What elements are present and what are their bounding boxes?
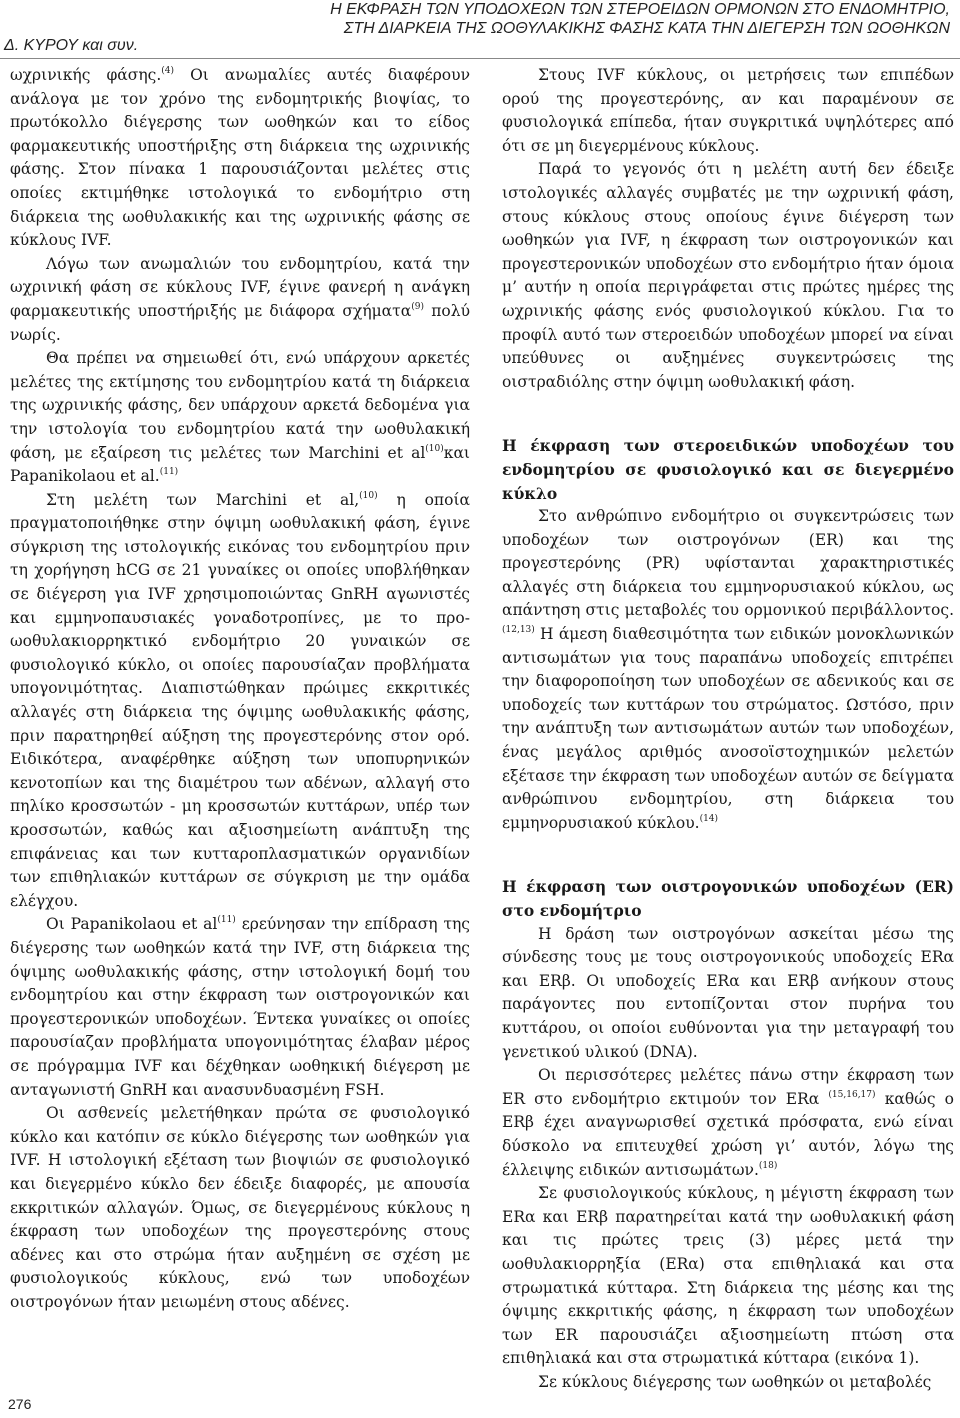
paragraph (502, 505, 954, 835)
text-span: ερεύνησαν την επίδραση της διέγερσης των ωοθηκών κατά την IVF, στη διάρκεια της όψιμης ωοθυλακικής φάσης, στην ιστολογική δομή του ενδομητρίου και στην έκφραση των οιστρογονικών και προγεστερονικών υποδοχέων. Έντεκα γυναίκες οι οποίες παρουσίαζαν προβλήματα υπογονιμότητας έλαβαν μέρος σε πρόγραμμα IVF και δέχθηκαν ωοθηκική διέγερση με ανταγωνιστή GnRH και ανασυνδυασμένη FSH. (10, 915, 470, 1099)
reference-number: (4) (161, 66, 174, 76)
reference-number: (11) (217, 915, 236, 926)
reference-number: (9) (411, 301, 424, 312)
text-span: Οι ανωμαλίες αυτές διαφέρουν ανάλογα με τον χρόνο της ενδομητρικής βιοψίας, το πρωτόκολλο διέγερσης των ωοθηκών και το είδος φαρμακευτικής υποστήριξης στη διάρκεια της ωχρινικής φάσης. Στον πίνακα 1 παρουσιάζονται μελέτες στις οποίες εκτιμήθηκε ιστολογικά το ενδομήτριο στη διάρκεια της ωοθυλακικής και της ωχρινικής φάσης σε κύκλους IVF. (10, 66, 470, 250)
paragraph: Οι ασθενείς μελετήθηκαν πρώτα σε φυσιολογικό κύκλο και κατόπιν σε κύκλο διέγερσης των ωοθηκών για IVF. Η ιστολογική εξέταση των βιοψιών σε φυσιολογικό και διεγερμένο κύκλο δεν έδειξε διαφορές, με απουσία εκκριτικών αλλαγών. Όμως, σε διεγερμένους κύκλους η έκφραση των υποδοχέων της προγεστερόνης στους αδένες και στο στρώμα ήταν αυξημένη σε σχέση με φυσιολογικούς κύκλους, ενώ των υποδοχέων οιστρογόνων ήταν μειωμένη στους αδένες. (10, 1104, 470, 1311)
running-title (330, 0, 950, 38)
paragraph: Σε φυσιολογικούς κύκλους, η μέγιστη έκφραση των ERα και ERβ παρατηρείται κατά την ωοθυλακική φάση και τις πρώτες τρεις (3) μέρες μετά την ωοθυλακιορρηξία (ERα) στα επιθηλιακά και στα στρωματικά κύτταρα. Στη διάρκεια της μέσης και της όψιμης εκκριτικής φάσης, η έκφραση των υποδοχέων των ER παρουσιάζει αξιοσημείωτη πτώση στα επιθηλιακά και στα στρωματικά κύτταρα (εικόνα 1). (502, 1184, 954, 1368)
paragraph (10, 913, 470, 1102)
reference-number: (14) (699, 813, 719, 824)
header-rule (0, 58, 960, 59)
text-span: Οι Papanikolaou et al (46, 915, 218, 934)
running-title-line-2: ΣΤΗ ΔΙΑΡΚΕΙΑ ΤΗΣ ΩΟΘΥΛΑΚΙΚΗΣ ΦΑΣΗΣ ΚΑΤΑ ΤΗΝ ΔΙΕΓΕΡΣΗ ΤΩΝ ΩΟΘΗΚΩΝ (343, 20, 950, 37)
paragraph: Στους IVF κύκλους, οι μετρήσεις των επιπέδων ορού της προγεστερόνης, αν και παραμένουν σε φυσιολογικά επίπεδα, ήταν συγκριτικά υψηλότερες από ότι σε μη διεγερμένους κύκλους. (502, 66, 954, 155)
page-number: 276 (8, 1396, 32, 1412)
paragraph: Παρά το γεγονός ότι η μελέτη αυτή δεν έδειξε ιστολογικές αλλαγές συμβατές με την ωχρινική φάση, στους κύκλους στους οποίους έγινε διέγερση των ωοθηκών για IVF, η έκφραση των οιστρογονικών και προγεστερονικών υποδοχέων στο ενδομήτριο ήταν όμοια μ’ αυτήν η οποία περιγράφεται στις πρώτες ημέρες της ωχρινικής φάσης ενός φυσιολογικού κύκλου. Για το προφίλ αυτό των στεροειδών υποδοχέων μπορεί να είναι υπεύθυνες οι αυξημένες συγκεντρώσεις της οιστραδιόλης στην όψιμη ωοθυλακική φάση. (502, 160, 954, 391)
text-span: Οι περισσότερες μελέτες πάνω στην έκφραση των ER στο ενδομήτριο εκτιμούν τον ERα (502, 1066, 954, 1108)
paragraph (10, 253, 470, 347)
running-title-line-1: Η ΕΚΦΡΑΣΗ ΤΩΝ ΥΠΟΔΟΧΕΩΝ ΤΩΝ ΣΤΕΡΟΕΙΔΩΝ ΟΡΜΟΝΩΝ ΣΤΟ ΕΝΔΟΜΗΤΡΙΟ, (330, 1, 950, 18)
text-span: πολύ νωρίς. (10, 301, 470, 344)
paragraph (10, 64, 470, 253)
text-span: Στη μελέτη των Marchini et al, (46, 490, 360, 509)
reference-number: (15,16,17) (828, 1089, 876, 1100)
reference-number: (12,13) (502, 625, 535, 636)
text-span: η οποία πραγματοποιήθηκε στην όψιμη ωοθυλακική φάση, έγινε σύγκριση της ιστολογικής εικόνας του ενδομητρίου πριν τη χορήγηση hCG σε 21 γυναίκες οι οποίες υποβλήθηκαν σε διέγερση για IVF χρησιμοποιώντας GnRH αγωνιστές και εμμηνοπαυσιακές γοναδοτροπίνες, με το προ-ωοθυλακιορρηκτικό ενδομήτριο 20 γυναικών σε φυσιολογικό κύκλο, οι οποίες παρουσίαζαν προβλήματα υπογονιμότητας. Διαπιστώθηκαν πρώιμες εκκριτικές αλλαγές στη διάρκεια της όψιμης ωοθυλακικής φάσης, πριν παρατηρηθεί αύξηση της προγεστερόνης στον ορό. Ειδικότερα, αναφέρθηκε αύξηση των υποπυρηνικών κενοτοπίων και της διαμέτρου των αδένων, αλλαγή στο πηλίκο κροσσωτών - μη κροσσωτών κυττάρων, υπέρ των κροσσωτών, καθώς και αξιοσημείωτη ανάπτυξη της επιφάνειας και των κυτταροπλασματικών οργανιδίων των επιθηλιακών κυττάρων σε σύγκριση με την ομάδα ελέγχου. (10, 490, 470, 910)
section-spacer (502, 835, 954, 875)
left-column (10, 64, 470, 1314)
reference-number: (10) (359, 490, 378, 501)
reference-number: (18) (758, 1160, 778, 1171)
text-span: καθώς ο ERβ έχει αναγνωρισθεί σχετικά πρόσφατα, ενώ είναι δύσκολο να επιτευχθεί χρώση γι’ αυτόν, λόγω της έλλειψης ειδικών αντισωμάτων. (502, 1089, 954, 1179)
section-heading: Η έκφραση των στεροειδικών υποδοχέων του ενδομητρίου σε φυσιολογικό και σε διεγερμένο κύκλο (502, 436, 954, 503)
text-span: Λόγω των ανωμαλιών του ενδομητρίου, κατά την ωχρινική φάση σε κύκλους IVF, έγινε φανερή η ανάγκη φαρμακευτικής υποστήριξής με διάφορα σχήματα (10, 254, 470, 320)
paragraph (10, 347, 470, 489)
right-column (502, 64, 954, 1394)
paragraph: Η δράση των οιστρογόνων ασκείται μέσω της σύνδεσης τους με τους οιστρογονικούς υποδοχείς ERα και ERβ. Οι υποδοχείς ERα και ERβ ανήκουν στους παράγοντες που εντοπίζονται στον πυρήνα του κυττάρου, οι οποίοι ευθύνονται για την μεταγραφή του γενετικού υλικού (DNA). (502, 924, 954, 1061)
paragraph: Σε κύκλους διέγερσης των ωοθηκών οι μεταβολές (538, 1372, 932, 1391)
text-span: Η άμεση διαθεσιμότητα των ειδικών μονοκλωνικών αντισωμάτων για τους παραπάνω υποδοχείς επιτρέπει την διαφοροποίηση των υποδοχέων σε αδενικούς και σε υποδοχείς των κυττάρων του στρώματος. Ωστόσο, πριν την ανάπτυξη των αντισωμάτων αυτών των υποδοχέων, ένας μεγάλος αριθμός ανοσοϊστοχημικών μελετών εξέτασε την έκφραση των υποδοχέων αυτών σε δείγματα ανθρώπινου ενδομητρίου, στη διάρκεια του εμμηνορυσιακού κύκλου. (502, 625, 954, 832)
text-span: Θα πρέπει να σημειωθεί ότι, ενώ υπάρχουν αρκετές μελέτες της εκτίμησης του ενδομητρίου κατά τη διάρκεια της ωχρινικής φάσης, δεν υπάρχουν αρκετά δεδομένα για την ιστολογία του ενδομητρίου κατά την ωοθυλακική φάση, με εξαίρεση τις μελέτες των Marchini et al (10, 349, 470, 462)
paragraph (502, 1064, 954, 1182)
paragraph (10, 489, 470, 914)
running-authors: Δ. ΚΥΡΟΥ και συν. (4, 37, 139, 54)
text-span: Στο ανθρώπινο ενδομήτριο οι συγκεντρώσεις των υποδοχέων των οιστρογόνων (ER) και της προγεστερόνης (PR) υφίστανται χαρακτηριστικές αλλαγές στη διάρκεια του εμμηνορυσιακού κύκλου, ως απάντηση στις μεταβολές του ορμονικού περιβάλλοντος. (502, 507, 954, 620)
reference-number: (11) (159, 467, 179, 478)
text-span: και Papanikolaou et al. (10, 443, 470, 486)
text-span: ωχρινικής φάσης. (10, 66, 162, 84)
section-heading: Η έκφραση των οιστρογονικών υποδοχέων (ER) στο ενδομήτριο (502, 877, 954, 920)
section-spacer (502, 394, 954, 434)
page-header (0, 0, 960, 60)
reference-number: (10) (425, 443, 444, 454)
